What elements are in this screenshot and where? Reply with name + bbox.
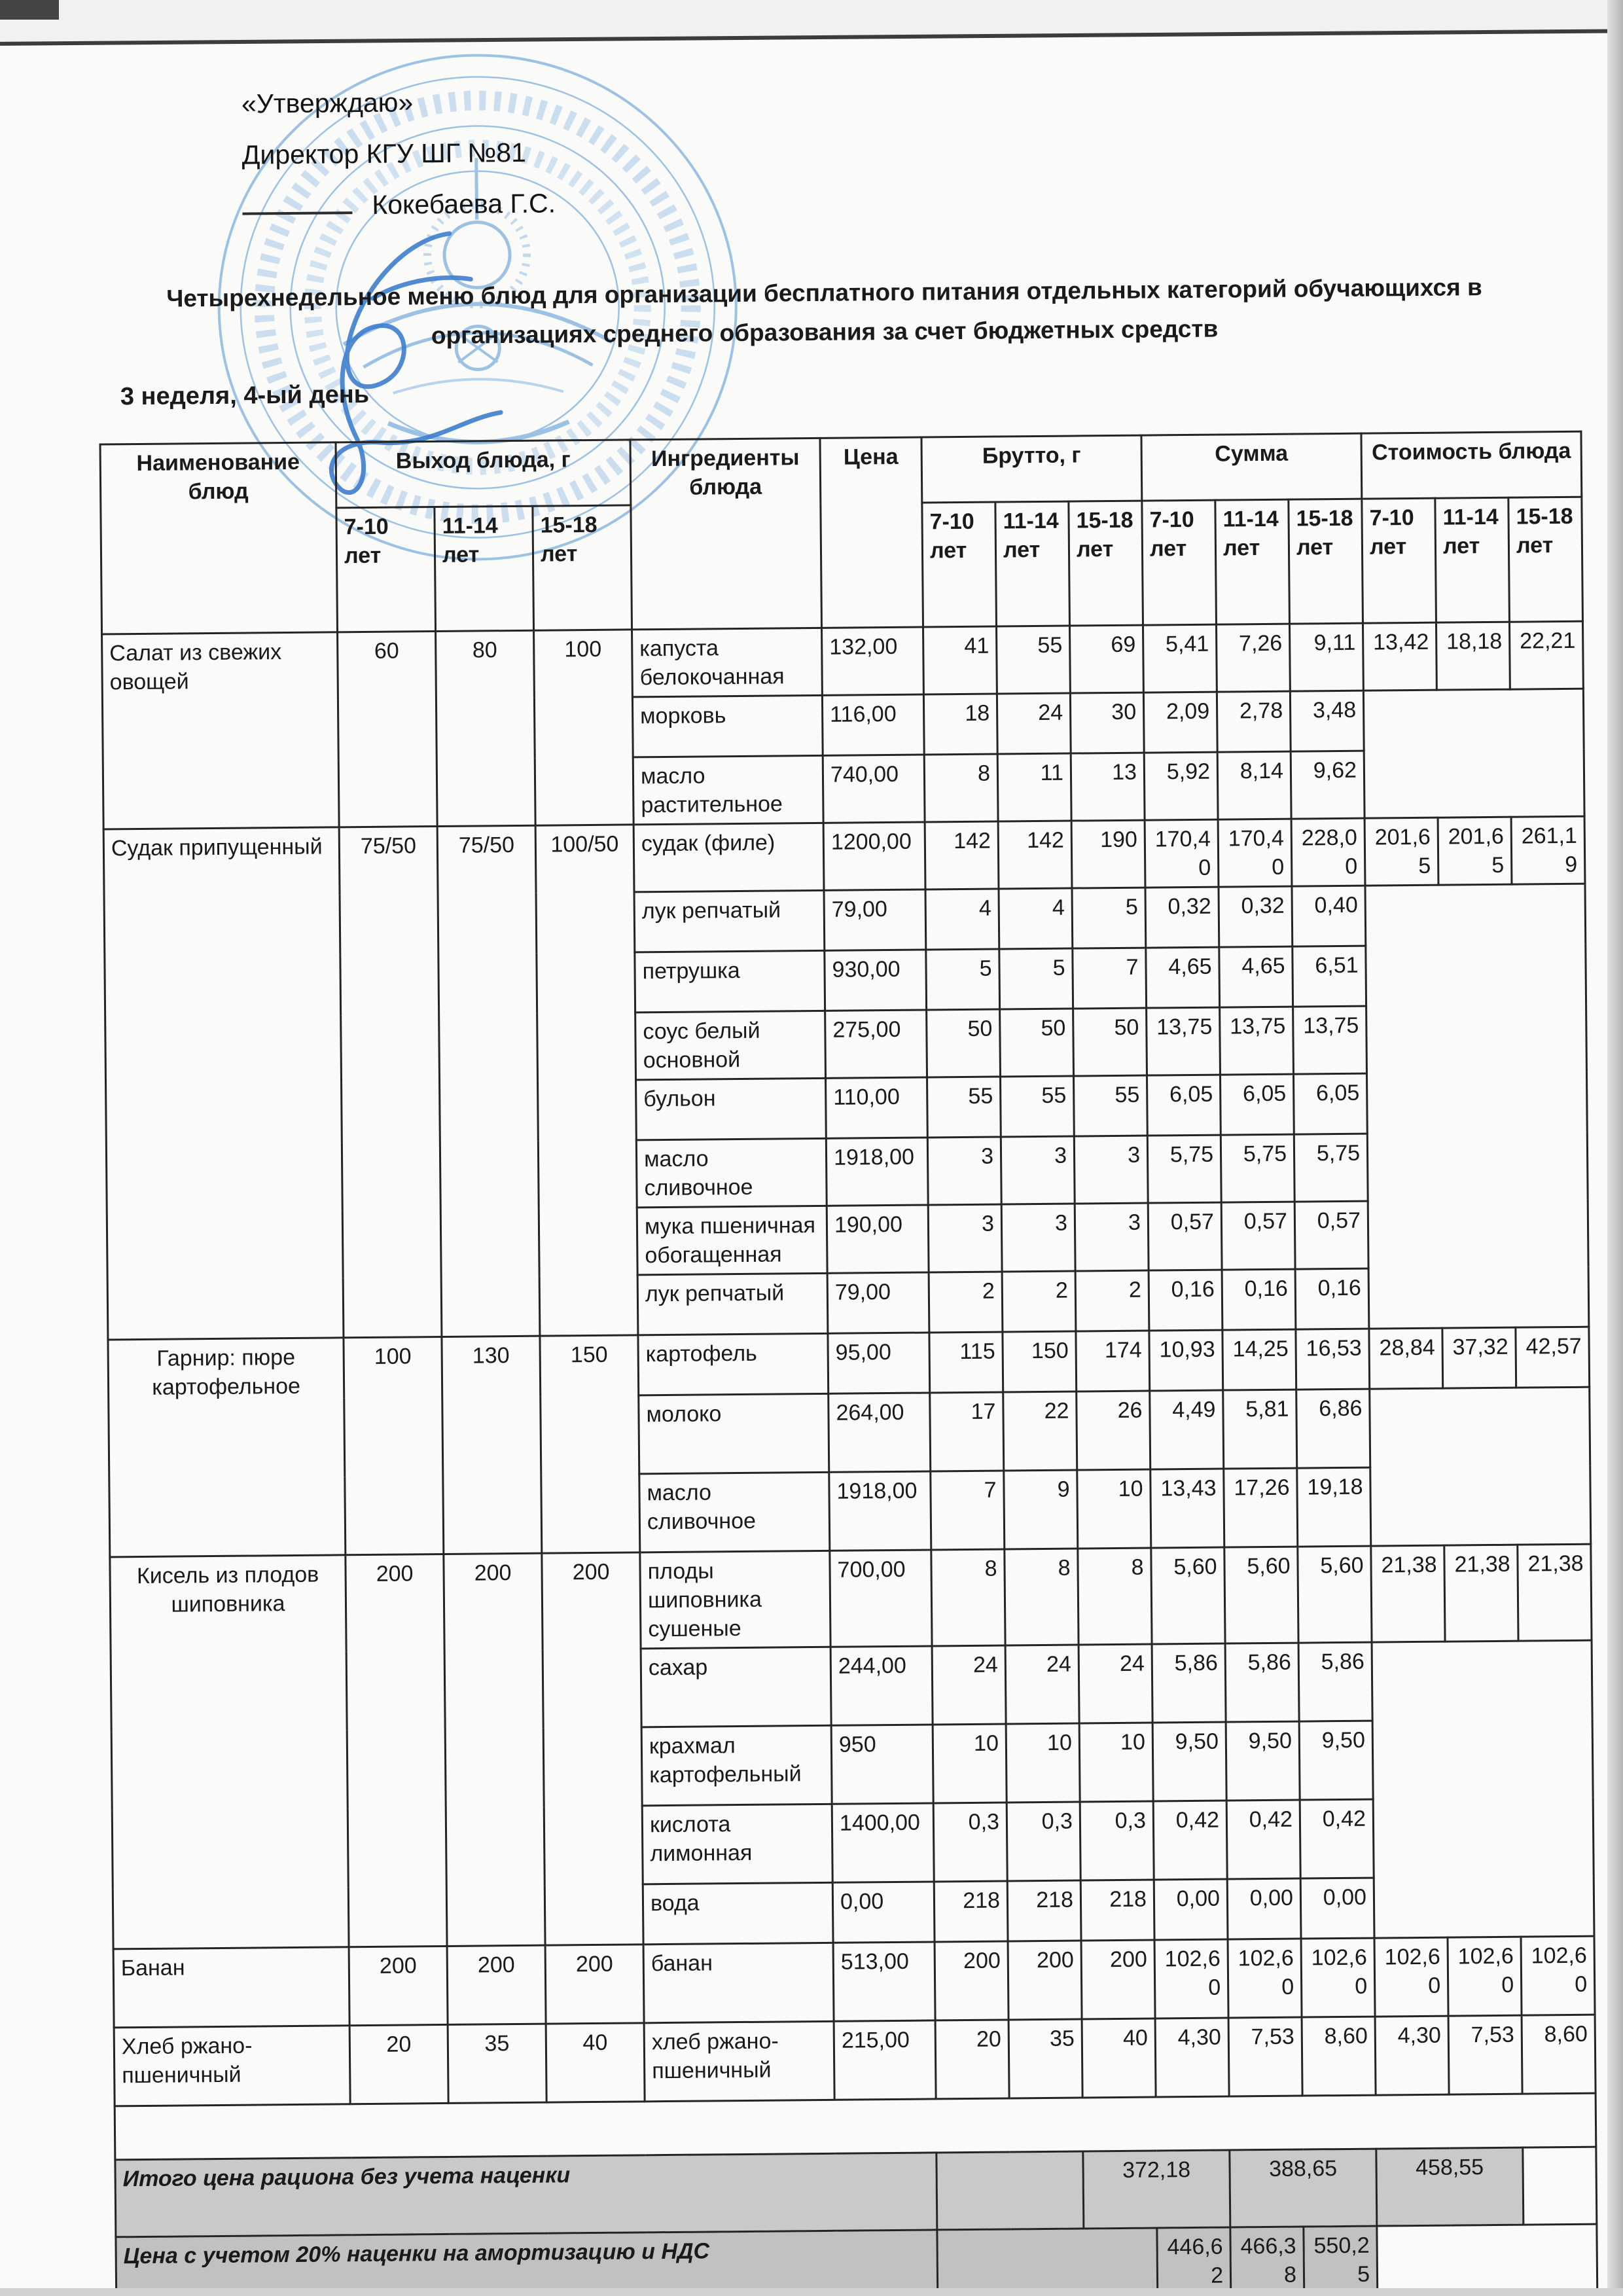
brutto-cell: 2 — [929, 1272, 1003, 1333]
output-cell: 200 — [444, 1553, 545, 1946]
sum-cell: 7,53 — [1228, 2017, 1302, 2096]
cost-cell: 201,65 — [1438, 817, 1512, 885]
ingredient-cell: лук репчатый — [634, 890, 825, 952]
dish-name: Банан — [113, 1947, 349, 2028]
brutto-cell: 3 — [927, 1137, 1001, 1205]
sum-cell: 0,57 — [1221, 1202, 1295, 1270]
cost-cell: 37,32 — [1442, 1327, 1516, 1388]
sum-cell: 0,42 — [1153, 1801, 1227, 1880]
output-cell: 200 — [447, 1945, 546, 2024]
sum-cell: 0,00 — [1227, 1878, 1301, 1939]
sum-cell: 2,78 — [1217, 691, 1291, 752]
cost-cell: 201,65 — [1364, 817, 1438, 886]
cost-cell: 4,30 — [1375, 2016, 1449, 2095]
brutto-cell: 4 — [925, 889, 999, 950]
output-cell: 200 — [545, 1945, 644, 2024]
ingredient-cell: вода — [643, 1882, 833, 1945]
brutto-cell: 142 — [925, 821, 999, 889]
sum-cell: 0,42 — [1226, 1800, 1300, 1879]
brutto-cell: 5 — [1072, 888, 1146, 948]
sum-cell: 5,75 — [1147, 1135, 1221, 1203]
price-cell: 1918,00 — [829, 1471, 931, 1551]
sum-cell: 3,48 — [1290, 691, 1364, 751]
approval-signed-name: Кокебаева Г.С. — [372, 188, 556, 220]
dish-name: Кисель из плодов шиповника — [110, 1555, 349, 1949]
brutto-cell: 69 — [1070, 625, 1144, 693]
sum-cell: 5,60 — [1224, 1547, 1298, 1643]
ingredient-cell: лук репчатый — [637, 1273, 828, 1335]
cost-empty-area — [1372, 1640, 1594, 1938]
sum-cell: 17,26 — [1224, 1468, 1298, 1547]
age-header-output-7-10: 7-10 лет — [336, 507, 436, 632]
scan-edge-top — [0, 0, 1623, 46]
cost-cell: 102,60 — [1374, 1937, 1448, 2017]
price-cell: 1400,00 — [832, 1803, 934, 1882]
sum-cell: 5,60 — [1151, 1547, 1225, 1644]
document-title — [143, 268, 1505, 358]
sum-cell: 2,09 — [1143, 692, 1217, 753]
brutto-cell: 2 — [1075, 1270, 1149, 1331]
ingredient-cell: судак (филе) — [633, 823, 824, 892]
age-header-output-15-18: 15-18 лет — [533, 505, 632, 630]
markup-total-label: Цена с учетом 20% наценки на амортизацию и НДС — [116, 2230, 938, 2296]
brutto-cell: 3 — [1075, 1203, 1149, 1271]
brutto-cell: 55 — [1074, 1075, 1148, 1136]
sum-cell: 5,75 — [1294, 1134, 1368, 1202]
sum-cell: 6,05 — [1147, 1075, 1221, 1136]
sum-cell: 10,93 — [1149, 1330, 1223, 1391]
output-cell: 60 — [338, 632, 438, 827]
subtotal-value-11-14: 388,65 — [1230, 2149, 1377, 2227]
age-header-sum-15-18: 15-18 лет — [1289, 499, 1363, 624]
table-row — [110, 1544, 1592, 1653]
sum-cell: 0,00 — [1154, 1879, 1228, 1940]
brutto-cell: 4 — [999, 888, 1073, 949]
brutto-cell: 0,3 — [1007, 1802, 1080, 1881]
sum-cell: 0,00 — [1300, 1878, 1374, 1939]
cost-cell: 21,38 — [1371, 1545, 1445, 1642]
sum-cell: 6,51 — [1293, 946, 1366, 1007]
output-cell: 200 — [542, 1552, 643, 1945]
brutto-cell: 200 — [1081, 1940, 1155, 2019]
table-margin-area — [1523, 2147, 1597, 2225]
ingredient-cell: масло сливочное — [639, 1472, 830, 1552]
price-cell: 116,00 — [822, 694, 924, 755]
sum-cell: 5,86 — [1298, 1642, 1372, 1721]
age-header-brutto-11-14: 11-14 лет — [995, 501, 1070, 626]
cost-cell: 102,60 — [1521, 1936, 1595, 2015]
price-cell: 264,00 — [829, 1393, 931, 1472]
brutto-cell: 26 — [1077, 1391, 1150, 1470]
scan-edge-bottom — [0, 2288, 1623, 2296]
cost-cell: 102,60 — [1448, 1937, 1522, 2016]
col-header-cost-group: Стоимость блюда — [1361, 431, 1582, 499]
brutto-cell: 55 — [997, 626, 1071, 694]
col-header-dish-name: Наименование блюд — [100, 442, 338, 634]
output-cell: 75/50 — [339, 827, 442, 1338]
sum-cell: 13,75 — [1293, 1006, 1367, 1074]
brutto-cell: 115 — [929, 1332, 1003, 1393]
output-cell: 100 — [534, 630, 634, 825]
sum-cell: 8,14 — [1217, 751, 1291, 819]
sum-cell: 5,86 — [1225, 1643, 1299, 1722]
cost-cell: 13,42 — [1363, 622, 1437, 691]
sum-cell: 0,32 — [1145, 887, 1219, 948]
sum-cell: 170,40 — [1218, 819, 1292, 887]
sum-cell: 4,65 — [1146, 947, 1220, 1008]
table-row — [103, 816, 1585, 897]
scan-edge-corner — [0, 0, 59, 20]
sum-cell: 9,11 — [1289, 623, 1363, 691]
brutto-cell: 218 — [1007, 1880, 1081, 1941]
brutto-cell: 142 — [998, 821, 1072, 889]
brutto-cell: 41 — [923, 626, 997, 694]
output-cell: 200 — [349, 1946, 448, 2025]
sum-cell: 0,40 — [1292, 886, 1366, 946]
brutto-cell: 11 — [997, 753, 1071, 821]
sum-cell: 13,75 — [1147, 1007, 1221, 1075]
title-line-2: организациях среднего образования за счет бюджетных средств — [431, 315, 1219, 350]
brutto-cell: 10 — [933, 1724, 1007, 1803]
sum-cell: 6,05 — [1294, 1073, 1368, 1134]
sum-cell: 0,16 — [1222, 1269, 1296, 1330]
brutto-cell: 0,3 — [1080, 1801, 1154, 1880]
markup-total-value-11-14: 466,38 — [1230, 2227, 1304, 2296]
week-day-subtitle: 3 неделя, 4-ый день — [120, 380, 370, 411]
sum-cell: 9,50 — [1226, 1721, 1300, 1801]
brutto-cell: 55 — [927, 1077, 1001, 1138]
brutto-cell: 50 — [1000, 1009, 1074, 1077]
output-cell: 40 — [546, 2023, 645, 2102]
age-header-sum-7-10: 7-10 лет — [1142, 500, 1217, 625]
ingredient-cell: кислота лимонная — [642, 1804, 832, 1884]
brutto-cell: 24 — [997, 693, 1071, 754]
age-header-brutto-15-18: 15-18 лет — [1069, 501, 1143, 626]
approval-block — [241, 75, 556, 231]
ingredient-cell: соус белый основной — [635, 1011, 826, 1080]
table-margin-area — [1377, 2224, 1597, 2296]
ingredient-cell: бульон — [636, 1078, 827, 1140]
brutto-cell: 3 — [1001, 1204, 1075, 1272]
age-header-cost-7-10: 7-10 лет — [1362, 498, 1436, 623]
col-header-output-group: Выход блюда, г — [336, 440, 631, 508]
sum-cell: 5,92 — [1144, 752, 1218, 820]
dish-name: Салат из свежих овощей — [102, 632, 340, 829]
sum-cell: 16,53 — [1296, 1329, 1370, 1390]
ingredient-cell: масло растительное — [633, 755, 823, 825]
sum-cell: 102,60 — [1301, 1938, 1375, 2017]
sum-cell: 19,18 — [1297, 1467, 1371, 1547]
cost-cell: 42,57 — [1516, 1327, 1590, 1388]
price-cell: 700,00 — [830, 1550, 932, 1647]
ingredient-cell: морковь — [632, 695, 823, 757]
brutto-cell: 17 — [930, 1392, 1004, 1471]
ingredient-cell: картофель — [638, 1333, 829, 1395]
brutto-cell: 8 — [931, 1549, 1005, 1646]
brutto-cell: 50 — [927, 1009, 1001, 1077]
brutto-cell: 218 — [934, 1881, 1008, 1942]
cost-cell: 21,38 — [1444, 1545, 1518, 1641]
brutto-cell: 20 — [935, 2020, 1009, 2099]
table-row — [113, 1936, 1595, 2028]
brutto-cell: 30 — [1070, 692, 1144, 753]
sum-cell: 9,50 — [1299, 1721, 1373, 1800]
output-cell: 100 — [344, 1336, 444, 1554]
brutto-cell: 8 — [1005, 1549, 1079, 1645]
sum-cell: 0,16 — [1149, 1270, 1222, 1331]
ingredient-cell: петрушка — [635, 950, 825, 1013]
output-cell: 35 — [448, 2024, 546, 2103]
age-header-output-11-14: 11-14 лет — [435, 506, 534, 631]
approval-quote: «Утверждаю» — [241, 87, 414, 119]
dish-name: Гарнир: пюре картофельное — [108, 1338, 346, 1557]
subtotal-value-15-18: 458,55 — [1376, 2147, 1524, 2226]
brutto-cell: 190 — [1071, 820, 1145, 888]
col-header-price: Цена — [820, 437, 923, 628]
brutto-cell: 24 — [1079, 1644, 1152, 1723]
output-cell: 75/50 — [437, 825, 540, 1336]
sum-cell: 4,49 — [1150, 1390, 1224, 1469]
brutto-cell: 35 — [1008, 2019, 1082, 2098]
price-cell: 110,00 — [826, 1077, 928, 1138]
cost-cell: 28,84 — [1369, 1328, 1443, 1389]
dish-name: Судак припущенный — [103, 827, 344, 1340]
markup-total-value-7-10: 446,62 — [1157, 2227, 1231, 2296]
ingredient-cell: хлеб ржано-пшеничный — [644, 2021, 834, 2102]
price-cell: 79,00 — [824, 889, 926, 950]
age-header-cost-15-18: 15-18 лет — [1508, 497, 1583, 622]
sum-cell: 0,57 — [1148, 1202, 1222, 1270]
col-header-brutto-group: Брутто, г — [921, 435, 1142, 503]
age-header-brutto-7-10: 7-10 лет — [922, 502, 997, 627]
output-cell: 20 — [349, 2024, 448, 2104]
price-cell: 79,00 — [827, 1272, 929, 1333]
brutto-cell: 5 — [999, 948, 1073, 1009]
ingredient-cell: мука пшеничная обогащенная — [637, 1206, 827, 1275]
brutto-cell: 18 — [923, 694, 997, 755]
brutto-cell: 10 — [1079, 1723, 1153, 1802]
ingredient-cell: сахар — [641, 1647, 831, 1727]
sum-cell: 4,65 — [1219, 946, 1293, 1007]
brutto-cell: 0,3 — [933, 1803, 1007, 1882]
brutto-cell: 40 — [1082, 2018, 1156, 2098]
col-header-ingredients: Ингредиенты блюда — [630, 438, 822, 630]
brutto-cell: 7 — [931, 1471, 1005, 1550]
sum-cell: 170,40 — [1145, 819, 1219, 888]
brutto-cell: 150 — [1003, 1331, 1077, 1392]
signature-ruling-line — [242, 190, 352, 215]
sum-cell: 9,50 — [1152, 1722, 1226, 1801]
sum-cell: 102,60 — [1154, 1939, 1228, 2018]
brutto-cell: 3 — [1001, 1136, 1075, 1204]
brutto-cell: 55 — [1001, 1076, 1075, 1137]
sum-cell: 6,86 — [1296, 1389, 1370, 1468]
cost-cell: 21,38 — [1518, 1544, 1592, 1641]
price-cell: 215,00 — [834, 2020, 936, 2100]
brutto-cell: 200 — [935, 1941, 1008, 2020]
brutto-cell: 218 — [1080, 1880, 1154, 1941]
sum-cell: 0,57 — [1294, 1201, 1368, 1269]
output-cell: 130 — [442, 1336, 542, 1554]
brutto-cell: 13 — [1071, 753, 1145, 821]
brutto-cell: 9 — [1004, 1470, 1078, 1549]
brutto-cell: 7 — [1073, 948, 1147, 1009]
sum-cell: 13,75 — [1220, 1007, 1294, 1075]
sum-cell: 5,75 — [1221, 1134, 1294, 1202]
markup-total-filler — [937, 2228, 1158, 2296]
sum-cell: 7,26 — [1217, 624, 1291, 692]
cost-cell: 22,21 — [1510, 621, 1584, 689]
price-cell: 275,00 — [825, 1010, 927, 1078]
col-header-sum-group: Сумма — [1141, 433, 1362, 501]
cost-empty-area — [1370, 1387, 1591, 1546]
subtotal-value-7-10: 372,18 — [1083, 2150, 1230, 2229]
subtotal-filler — [936, 2151, 1084, 2230]
brutto-cell: 10 — [1077, 1469, 1151, 1549]
ingredient-cell: масло сливочное — [636, 1138, 827, 1208]
age-header-sum-11-14: 11-14 лет — [1215, 499, 1290, 624]
totals-row-with-markup — [116, 2224, 1597, 2296]
price-cell: 930,00 — [825, 950, 927, 1011]
sum-cell: 6,05 — [1221, 1074, 1294, 1135]
sum-cell: 0,42 — [1300, 1799, 1374, 1878]
cost-cell: 261,19 — [1511, 816, 1585, 884]
brutto-cell: 24 — [932, 1645, 1006, 1725]
ingredient-cell: молоко — [639, 1393, 829, 1474]
output-cell: 200 — [346, 1554, 447, 1946]
brutto-cell: 5 — [926, 949, 1000, 1010]
price-cell: 513,00 — [833, 1942, 935, 2021]
sum-cell: 5,60 — [1298, 1546, 1372, 1643]
totals-row-subtotal — [115, 2147, 1597, 2237]
ingredient-cell: крахмал картофельный — [641, 1725, 832, 1806]
price-cell: 1918,00 — [826, 1138, 928, 1206]
ingredient-cell: капуста белокочанная — [632, 628, 823, 697]
output-cell: 80 — [436, 630, 536, 826]
sum-cell: 5,81 — [1223, 1390, 1297, 1469]
table-row — [102, 621, 1584, 702]
brutto-cell: 8 — [924, 754, 998, 822]
price-cell: 244,00 — [830, 1646, 933, 1725]
sum-cell: 4,30 — [1155, 2018, 1229, 2097]
brutto-cell: 24 — [1005, 1645, 1079, 1724]
cost-empty-area — [1363, 689, 1584, 818]
scan-edge-right — [1607, 0, 1623, 2296]
subtotal-label: Итого цена рациона без учета наценки — [115, 2153, 937, 2237]
brutto-cell: 3 — [928, 1204, 1002, 1272]
price-cell: 950 — [831, 1725, 933, 1804]
price-cell: 190,00 — [827, 1205, 929, 1273]
header-row-groups — [100, 431, 1582, 510]
markup-total-value-15-18: 550,25 — [1304, 2226, 1378, 2296]
brutto-cell: 8 — [1078, 1548, 1152, 1645]
sum-cell: 13,43 — [1150, 1469, 1224, 1548]
cost-empty-area — [1365, 884, 1589, 1329]
sum-cell: 102,60 — [1228, 1939, 1302, 2018]
ingredient-cell: банан — [643, 1943, 834, 2023]
brutto-cell: 22 — [1003, 1391, 1077, 1471]
title-line-1: Четырехнедельное меню блюд для организации бесплатного питания отдельных категорий обучающихся в — [166, 274, 1482, 312]
sum-cell: 5,41 — [1143, 624, 1217, 692]
sum-cell: 5,86 — [1152, 1643, 1226, 1723]
dish-name: Хлеб ржано-пшеничный — [114, 2026, 350, 2106]
ingredient-cell: плоды шиповника сушеные — [640, 1551, 830, 1649]
approval-director-line: Директор КГУ ШГ №81 — [241, 137, 527, 170]
price-cell: 740,00 — [823, 755, 925, 823]
cost-cell: 7,53 — [1448, 2015, 1522, 2094]
brutto-cell: 3 — [1074, 1136, 1148, 1204]
menu-table — [99, 431, 1599, 2296]
price-cell: 132,00 — [822, 627, 924, 695]
brutto-cell: 50 — [1073, 1008, 1147, 1076]
brutto-cell: 10 — [1006, 1723, 1080, 1803]
table-row — [114, 2015, 1596, 2106]
sum-cell: 14,25 — [1222, 1329, 1296, 1390]
sum-cell: 0,32 — [1219, 886, 1293, 947]
brutto-cell: 200 — [1008, 1941, 1082, 2020]
sum-cell: 228,00 — [1291, 818, 1365, 886]
sum-cell: 9,62 — [1291, 751, 1364, 819]
cost-cell: 8,60 — [1522, 2015, 1596, 2094]
output-cell: 150 — [540, 1335, 640, 1553]
age-header-cost-11-14: 11-14 лет — [1435, 497, 1510, 622]
price-cell: 95,00 — [828, 1333, 930, 1393]
brutto-cell: 174 — [1076, 1331, 1150, 1391]
output-cell: 100/50 — [535, 825, 638, 1336]
brutto-cell: 2 — [1002, 1271, 1076, 1332]
cost-cell: 18,18 — [1436, 622, 1510, 690]
sum-cell: 8,60 — [1302, 2017, 1376, 2096]
price-cell: 0,00 — [832, 1882, 935, 1943]
price-cell: 1200,00 — [823, 822, 925, 890]
sum-cell: 0,16 — [1295, 1268, 1369, 1329]
